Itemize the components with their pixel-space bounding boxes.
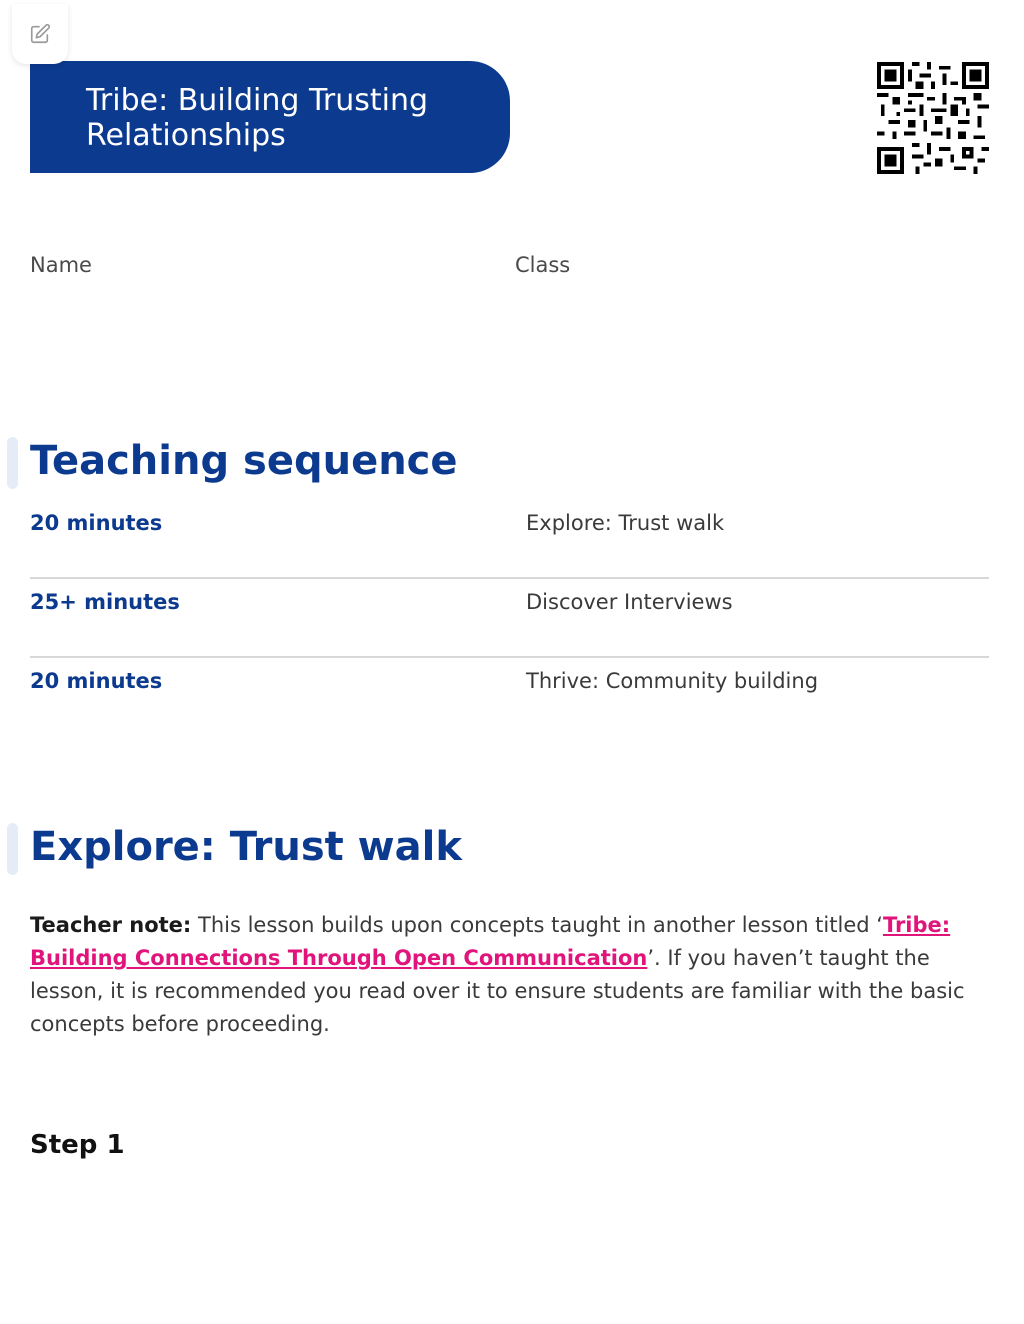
teacher-note — [30, 909, 980, 1041]
sequence-time: 20 minutes — [30, 669, 163, 693]
title-banner — [30, 61, 510, 173]
page-title: Tribe: Building Trusting Relationships — [86, 83, 429, 153]
step-title: Step 1 — [30, 1130, 125, 1160]
sequence-row — [30, 579, 989, 658]
name-field-label: Name — [30, 253, 92, 277]
teaching-sequence-heading: Teaching sequence — [30, 438, 458, 484]
edit-button[interactable] — [12, 4, 68, 64]
teacher-note-label: Teacher note: — [30, 913, 192, 937]
sequence-activity: Thrive: Community building — [526, 669, 819, 693]
teacher-note-text-end: ’. If you haven’t taught the lesson, it is recommended you read over it to ensure students are familiar with the basic concepts before proceeding. — [30, 946, 965, 1036]
teacher-note-text: This lesson builds upon concepts taught in another lesson titled ‘ — [191, 913, 883, 937]
sequence-row — [30, 658, 989, 737]
class-field-label: Class — [515, 253, 571, 277]
sequence-activity: Discover Interviews — [526, 590, 733, 614]
sequence-time: 20 minutes — [30, 511, 163, 535]
related-lesson-link[interactable]: Tribe: Building Connections Through Open Communication — [30, 913, 951, 970]
qr-code-icon — [877, 62, 989, 174]
sequence-time: 25+ minutes — [30, 590, 180, 614]
heading-accent-bar — [7, 823, 18, 875]
sequence-row — [30, 500, 989, 579]
explore-heading: Explore: Trust walk — [30, 824, 462, 870]
pencil-square-icon — [29, 23, 51, 45]
heading-accent-bar — [7, 437, 18, 489]
sequence-activity: Explore: Trust walk — [526, 511, 725, 535]
